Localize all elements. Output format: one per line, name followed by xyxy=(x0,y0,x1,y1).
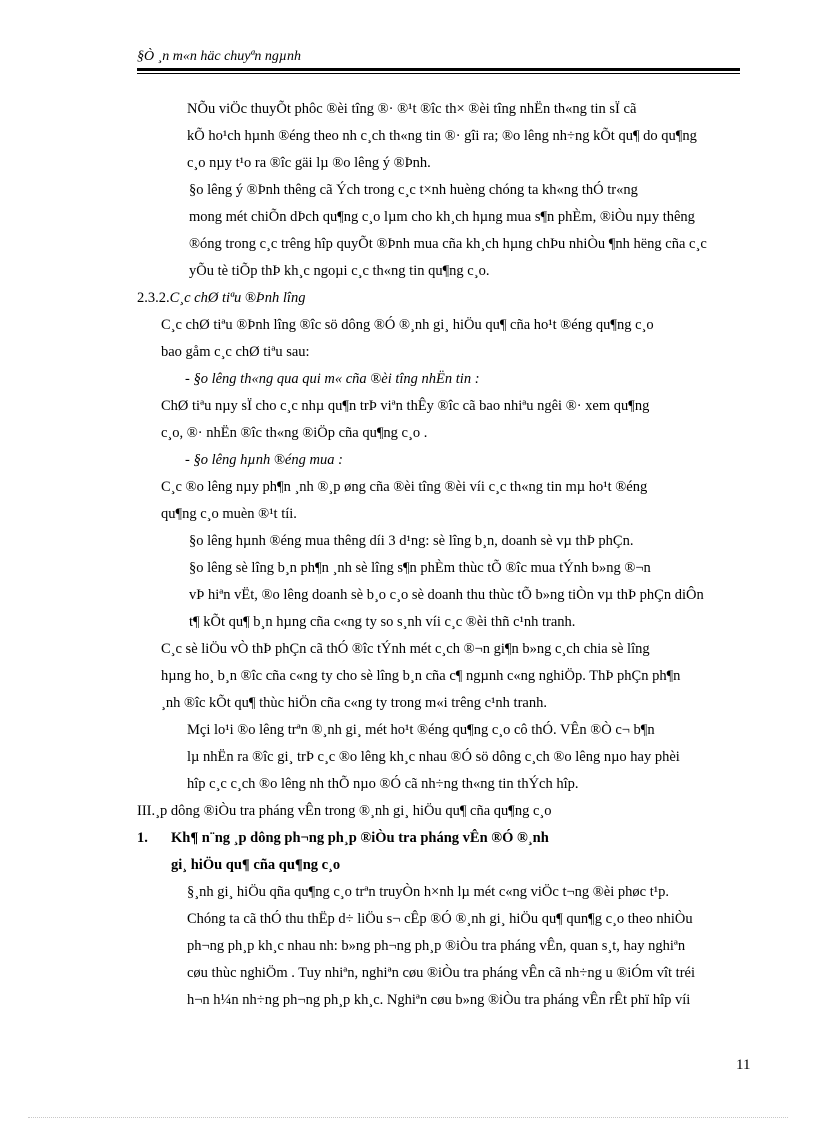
document-body xyxy=(137,96,740,1014)
text-line: c¸o nµy t¹o ra ®îc gäi lµ ®o lêng ý ®Þnh. xyxy=(187,155,431,171)
text-line: kÕ ho¹ch hµnh ®éng theo nh c¸ch th«ng tin ®· gîi ra; ®o lêng nh÷ng kÕt qu¶ do qu¶ng xyxy=(187,128,697,144)
text-line: vÞ hiªn vËt, ®o lêng doanh sè b¸o c¸o sè doanh thu thùc tÕ b»ng tiÒn vµ thÞ phÇn diÔn xyxy=(189,587,704,603)
text-line: Mçi lo¹i ®o lêng trªn ®¸nh gi¸ mét ho¹t ®éng qu¶ng c¸o cô thÓ. VÊn ®Ò c¬ b¶n xyxy=(187,722,655,738)
section-title: C¸c chØ tiªu ®Þnh lîng xyxy=(169,290,306,306)
text-line: ®óng trong c¸c trêng hîp quyÕt ®Þnh mua cña kh¸ch hµng chÞu nhiÒu ¶nh hëng cña c¸c xyxy=(189,236,707,252)
paragraph xyxy=(137,474,740,528)
paragraph xyxy=(137,879,740,1014)
text-line: yÕu tè tiÕp thÞ kh¸c ngoµi c¸c th«ng tin qu¶ng c¸o. xyxy=(189,263,490,279)
paragraph xyxy=(137,177,740,285)
text-line: §o lêng sè lîng b¸n ph¶n ¸nh sè lîng s¶n phÈm thùc tÕ ®îc mua tÝnh b»ng ®¬n xyxy=(189,560,651,576)
page-number: 11 xyxy=(736,1057,751,1073)
text-line: NÕu viÖc thuyÕt phôc ®èi tîng ®· ®¹t ®îc th× ®èi tîng nhËn th«ng tin sÏ cã xyxy=(187,101,637,117)
paragraph: §o lêng hµnh ®éng mua thêng díi 3 d¹ng: sè lîng b¸n, doanh sè vµ thÞ phÇn. xyxy=(189,533,634,549)
section-number: 2.3.2. xyxy=(137,290,170,306)
text-line: §o lêng ý ®Þnh thêng cã Ých trong c¸c t×nh huèng chóng ta kh«ng thÓ tr«ng xyxy=(189,182,638,198)
text-line: C¸c sè liÖu vÒ thÞ phÇn cã thÓ ®îc tÝnh mét c¸ch ®¬n gi¶n b»ng c¸ch chia sè lîng xyxy=(161,641,650,657)
paragraph xyxy=(137,393,740,447)
section-number: 1. xyxy=(137,830,148,846)
list-item-purchase: - §o lêng hµnh ®éng mua : xyxy=(185,452,343,468)
section-heading-iii: III.¸p dông ®iÒu tra pháng vÊn trong ®¸nh gi¸ hiÖu qu¶ cña qu¶ng c¸o xyxy=(137,803,552,819)
heading-line xyxy=(137,825,740,852)
heading-text: Kh¶ n¨ng ¸p dông ph¬ng ph¸p ®iÒu tra pháng vÊn ®Ó ®¸nh xyxy=(171,830,549,846)
heading-line: gi¸ hiÖu qu¶ cña qu¶ng c¸o xyxy=(171,857,341,873)
text-line: hîp c¸c c¸ch ®o lêng nh thÕ nµo ®Ó cã nh÷ng th«ng tin thÝch hîp. xyxy=(187,776,579,792)
text-line: C¸c ®o lêng nµy ph¶n ¸nh ®¸p øng cña ®èi tîng ®èi víi c¸c th«ng tin mµ ho¹t ®éng xyxy=(161,479,648,495)
text-line: bao gåm c¸c chØ tiªu sau: xyxy=(161,344,310,360)
text-line: ¸nh ®îc kÕt qu¶ thùc hiÖn cña c«ng ty trong m«i trêng c¹nh tranh. xyxy=(161,695,547,711)
paragraph xyxy=(137,96,740,177)
paragraph xyxy=(137,312,740,366)
paragraph xyxy=(137,717,740,798)
text-line: c¸o, ®· nhËn ®îc th«ng ®iÖp cña qu¶ng c¸o . xyxy=(161,425,428,441)
header-rule-thin xyxy=(137,73,740,74)
page-header-title: §Ò ¸n m«n häc chuyªn ngµnh xyxy=(137,49,301,64)
text-line: lµ nhËn ra ®îc gi¸ trÞ c¸c ®o lêng kh¸c nhau ®Ó sö dông c¸ch ®o lêng nµo hay phèi xyxy=(187,749,680,765)
text-line: h¬n h¼n nh÷ng ph¬ng ph¸p kh¸c. Nghiªn cøu b»ng ®iÒu tra pháng vÊn rÊt phï hîp víi xyxy=(187,992,691,1008)
text-line: t¶ kÕt qu¶ b¸n hµng cña c«ng ty so s¸nh víi c¸c ®èi thñ c¹nh tranh. xyxy=(189,614,576,630)
text-line: mong mét chiÕn dÞch qu¶ng c¸o lµm cho kh¸ch hµng mua s¶n phÈm, ®iÒu nµy thêng xyxy=(189,209,695,225)
text-line: hµng ho¸ b¸n ®îc cña c«ng ty cho sè lîng b¸n cña c¶ ngµnh c«ng nghiÖp. ThÞ phÇn ph¶n xyxy=(161,668,681,684)
text-line: ChØ tiªu nµy sÏ cho c¸c nhµ qu¶n trÞ viªn thÊy ®îc cã bao nhiªu ngêi ®· xem qu¶ng xyxy=(161,398,650,414)
paragraph xyxy=(137,555,740,636)
text-line: qu¶ng c¸o muèn ®¹t tíi. xyxy=(161,506,297,522)
section-heading-2-3-2 xyxy=(137,285,740,312)
list-item-scale: - §o lêng th«ng qua qui m« cña ®èi tîng nhËn tin : xyxy=(185,371,480,387)
text-line: cøu thùc nghiÖm . Tuy nhiªn, nghiªn cøu ®iÒu tra pháng vÊn cã nh÷ng u ®iÓm vît tréi xyxy=(187,965,695,981)
text-line: §¸nh gi¸ hiÖu qña qu¶ng c¸o trªn truyÒn h×nh lµ mét c«ng viÖc t¬ng ®èi phøc t¹p. xyxy=(187,884,669,900)
paragraph xyxy=(137,636,740,717)
text-line: ph¬ng ph¸p kh¸c nhau nh: b»ng ph¬ng ph¸p ®iÒu tra pháng vÊn, quan s¸t, hay nghiªn xyxy=(187,938,686,954)
text-line: C¸c chØ tiªu ®Þnh lîng ®îc sö dông ®Ó ®¸nh gi¸ hiÖu qu¶ cña ho¹t ®éng qu¶ng c¸o xyxy=(161,317,654,333)
text-line: Chóng ta cã thÓ thu thËp d÷ liÖu s¬ cÊp ®Ó ®¸nh gi¸ hiÖu qu¶ qun¶g c¸o theo nhiÒu xyxy=(187,911,693,927)
page-bottom-border xyxy=(28,1117,788,1118)
section-heading-1 xyxy=(137,825,740,879)
header-rule-thick xyxy=(137,68,740,71)
